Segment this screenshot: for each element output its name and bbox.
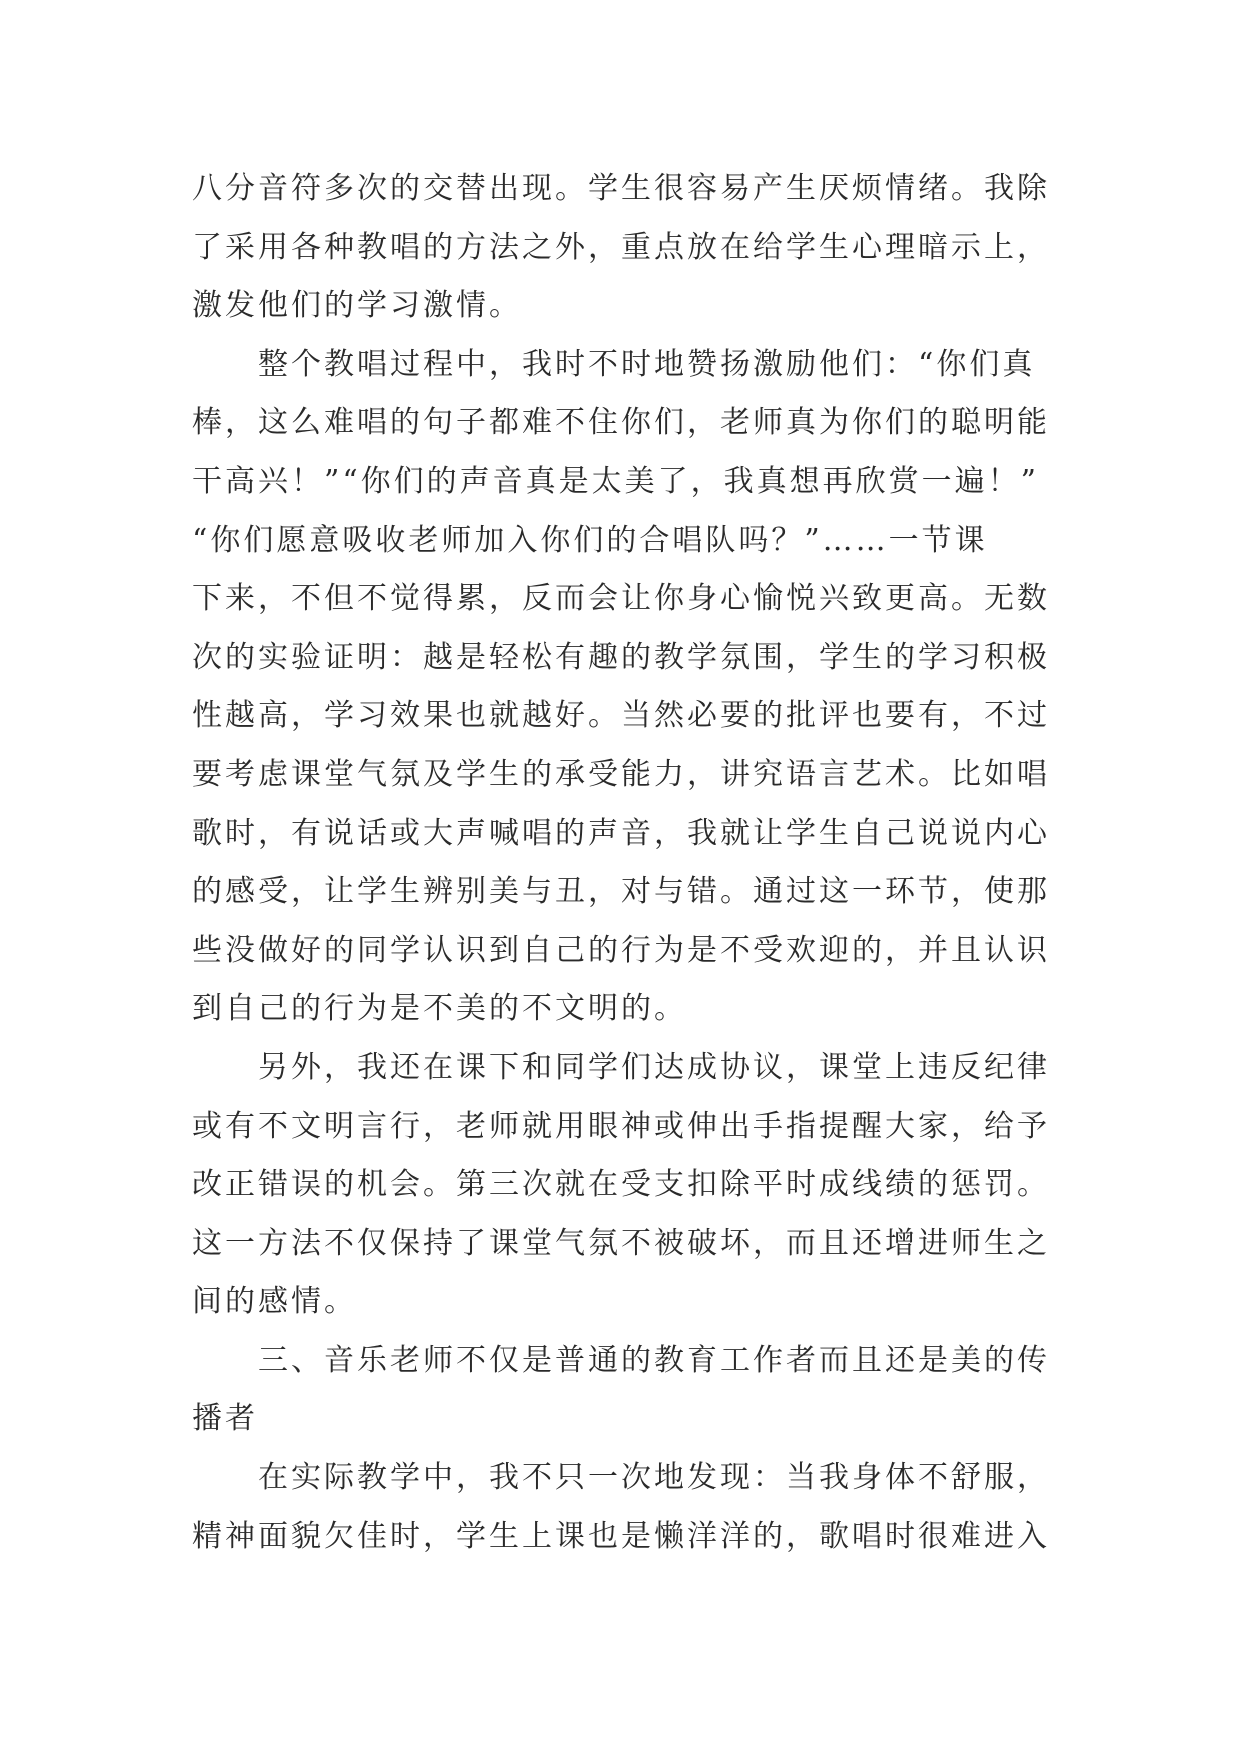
text-line: 整个教唱过程中，我时不时地赞扬激励他们：“你们真 bbox=[192, 346, 1036, 382]
text-line: 这一方法不仅保持了课堂气氛不被破坏，而且还增进师生之 bbox=[192, 1225, 1050, 1261]
text-line: 激发他们的学习激情。 bbox=[192, 288, 522, 324]
text-line: 间的感情。 bbox=[192, 1284, 357, 1320]
body-text bbox=[192, 160, 1072, 1566]
text-line: 了采用各种教唱的方法之外，重点放在给学生心理暗示上， bbox=[192, 229, 1050, 265]
text-line: 另外，我还在课下和同学们达成协议，课堂上违反纪律 bbox=[192, 1049, 1050, 1085]
text-line: 八分音符多次的交替出现。学生很容易产生厌烦情绪。我除 bbox=[192, 171, 1050, 206]
text-line: 棒，这么难唱的句子都难不住你们，老师真为你们的聪明能 bbox=[192, 405, 1050, 441]
text-line: 干高兴！”“你们的声音真是太美了，我真想再欣赏一遍！” bbox=[192, 463, 1040, 499]
text-line: 歌时，有说话或大声喊唱的声音，我就让学生自己说说内心 bbox=[192, 815, 1050, 851]
text-line: 次的实验证明：越是轻松有趣的教学氛围，学生的学习积极 bbox=[192, 639, 1050, 675]
text-line: 的感受，让学生辨别美与丑，对与错。通过这一环节，使那 bbox=[192, 874, 1050, 910]
text-line: 到自己的行为是不美的不文明的。 bbox=[192, 991, 687, 1027]
text-line: 要考虑课堂气氛及学生的承受能力，讲究语言艺术。比如唱 bbox=[192, 756, 1050, 792]
text-line: 性越高，学习效果也就越好。当然必要的批评也要有，不过 bbox=[192, 698, 1050, 734]
text-line: 在实际教学中，我不只一次地发现：当我身体不舒服， bbox=[192, 1460, 1050, 1496]
text-line: 些没做好的同学认识到自己的行为是不受欢迎的，并且认识 bbox=[192, 932, 1050, 968]
text-line: 改正错误的机会。第三次就在受支扣除平时成线绩的惩罚。 bbox=[192, 1167, 1050, 1203]
text-line: 或有不文明言行，老师就用眼神或伸出手指提醒大家，给予 bbox=[192, 1108, 1050, 1144]
section-heading-line: 三、音乐老师不仅是普通的教育工作者而且还是美的传 bbox=[192, 1342, 1050, 1378]
text-line: 精神面貌欠佳时，学生上课也是懒洋洋的，歌唱时很难进入 bbox=[192, 1518, 1050, 1554]
section-heading-line: 播者 bbox=[192, 1401, 258, 1437]
text-line: 下来，不但不觉得累，反而会让你身心愉悦兴致更高。无数 bbox=[192, 581, 1050, 617]
text-line: “你们愿意吸收老师加入你们的合唱队吗？”……一节课 bbox=[192, 522, 988, 558]
